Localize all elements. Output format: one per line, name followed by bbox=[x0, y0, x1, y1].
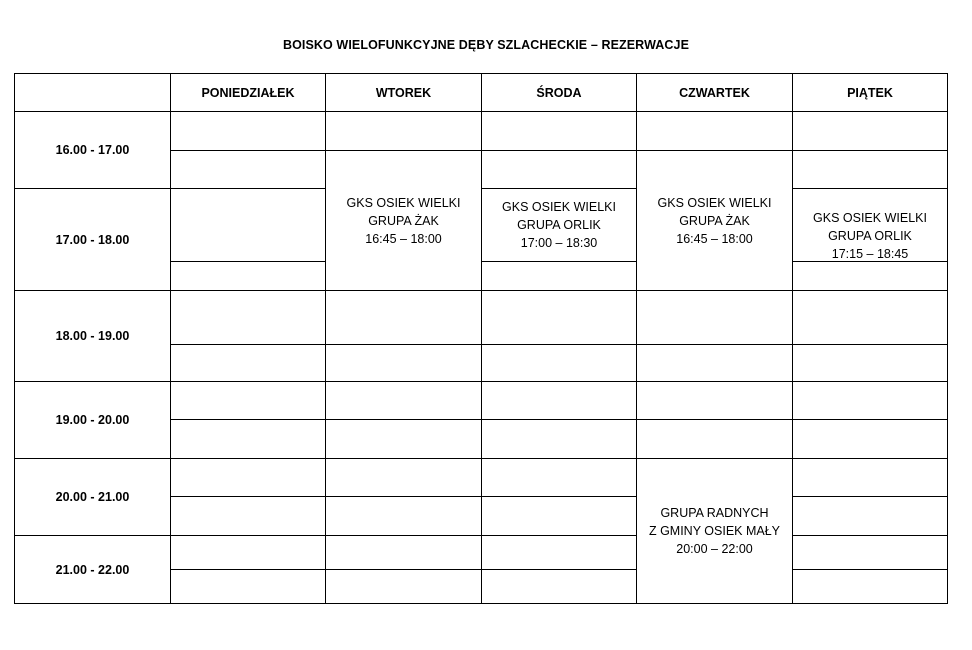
empty-slot-cell[interactable] bbox=[792, 290, 948, 345]
empty-slot-cell[interactable] bbox=[325, 569, 482, 604]
empty-slot-cell[interactable] bbox=[792, 419, 948, 459]
empty-slot-cell[interactable] bbox=[170, 569, 326, 604]
reservation-group: GRUPA ŻAK bbox=[679, 213, 750, 228]
empty-slot-cell[interactable] bbox=[325, 419, 482, 459]
empty-slot-cell[interactable] bbox=[325, 381, 482, 420]
day-header-label: CZWARTEK bbox=[679, 85, 750, 100]
reservation-cell[interactable] bbox=[325, 150, 482, 291]
day-header-label: WTOREK bbox=[375, 85, 432, 100]
reservation-group: Z GMINY OSIEK MAŁY bbox=[648, 524, 781, 538]
day-header bbox=[481, 73, 637, 112]
reservation-team: GKS OSIEK WIELKI bbox=[502, 200, 616, 214]
empty-slot-cell[interactable] bbox=[325, 458, 482, 497]
day-header bbox=[636, 73, 793, 112]
reservation-text bbox=[649, 504, 780, 558]
document-title: BOISKO WIELOFUNKCYJNE DĘBY SZLACHECKIE – REZERWACJE bbox=[282, 38, 690, 52]
reservation-text bbox=[658, 194, 772, 248]
empty-slot-cell[interactable] bbox=[481, 290, 637, 345]
corner-cell bbox=[14, 73, 171, 112]
empty-slot-cell[interactable] bbox=[636, 381, 793, 420]
reservation-cell[interactable] bbox=[792, 188, 948, 262]
day-header bbox=[170, 73, 326, 112]
empty-slot-cell[interactable] bbox=[481, 419, 637, 459]
empty-slot-cell[interactable] bbox=[170, 381, 326, 420]
empty-slot-cell[interactable] bbox=[325, 290, 482, 345]
empty-slot-cell[interactable] bbox=[325, 496, 482, 536]
reservation-time: 16:45 – 18:00 bbox=[365, 231, 442, 246]
empty-slot-cell[interactable] bbox=[170, 290, 326, 345]
empty-slot-cell[interactable] bbox=[170, 344, 326, 382]
empty-slot-cell[interactable] bbox=[170, 111, 326, 151]
empty-slot-cell[interactable] bbox=[792, 569, 948, 604]
reservation-time: 20:00 – 22:00 bbox=[676, 542, 753, 556]
reservation-team: GKS OSIEK WIELKI bbox=[657, 195, 772, 210]
empty-slot-cell[interactable] bbox=[325, 535, 482, 570]
empty-slot-cell[interactable] bbox=[792, 496, 948, 536]
time-slot-label: 21.00 - 22.00 bbox=[55, 562, 130, 577]
reservation-time: 16:45 – 18:00 bbox=[676, 231, 753, 246]
time-slot-cell bbox=[14, 381, 171, 459]
empty-slot-cell[interactable] bbox=[170, 150, 326, 189]
empty-slot-cell[interactable] bbox=[481, 496, 637, 536]
empty-slot-cell[interactable] bbox=[481, 150, 637, 189]
reservation-text bbox=[813, 209, 927, 263]
empty-slot-cell[interactable] bbox=[325, 111, 482, 151]
time-slot-label: 18.00 - 19.00 bbox=[55, 329, 130, 343]
empty-slot-cell[interactable] bbox=[792, 381, 948, 420]
empty-slot-cell[interactable] bbox=[792, 261, 948, 291]
reservation-text bbox=[347, 194, 461, 248]
reservation-team: GRUPA RADNYCH bbox=[660, 506, 769, 520]
reservation-team: GKS OSIEK WIELKI bbox=[346, 195, 461, 210]
empty-slot-cell[interactable] bbox=[792, 344, 948, 382]
empty-slot-cell[interactable] bbox=[636, 290, 793, 345]
day-header-label: PIĄTEK bbox=[847, 85, 893, 100]
empty-slot-cell[interactable] bbox=[170, 496, 326, 536]
reservation-group: GRUPA ŻAK bbox=[368, 213, 439, 228]
empty-slot-cell[interactable] bbox=[170, 535, 326, 570]
empty-slot-cell[interactable] bbox=[170, 458, 326, 497]
empty-slot-cell[interactable] bbox=[481, 535, 637, 570]
empty-slot-cell[interactable] bbox=[170, 188, 326, 262]
time-slot-cell bbox=[14, 535, 171, 604]
day-header bbox=[325, 73, 482, 112]
empty-slot-cell[interactable] bbox=[481, 381, 637, 420]
empty-slot-cell[interactable] bbox=[792, 458, 948, 497]
empty-slot-cell[interactable] bbox=[325, 344, 482, 382]
empty-slot-cell[interactable] bbox=[636, 344, 793, 382]
reservation-text bbox=[502, 198, 616, 252]
empty-slot-cell[interactable] bbox=[481, 569, 637, 604]
time-slot-cell bbox=[14, 111, 171, 189]
empty-slot-cell[interactable] bbox=[481, 458, 637, 497]
empty-slot-cell[interactable] bbox=[481, 111, 637, 151]
empty-slot-cell[interactable] bbox=[792, 111, 948, 151]
day-header bbox=[792, 73, 948, 112]
reservation-time: 17:00 – 18:30 bbox=[520, 236, 598, 250]
reservation-group: GRUPA ORLIK bbox=[517, 218, 601, 232]
time-slot-cell bbox=[14, 188, 171, 291]
time-slot-cell bbox=[14, 290, 171, 382]
day-header-label: ŚRODA bbox=[536, 85, 582, 100]
reservation-time: 17:15 – 18:45 bbox=[831, 247, 909, 261]
reservation-team: GKS OSIEK WIELKI bbox=[813, 211, 927, 225]
empty-slot-cell[interactable] bbox=[792, 535, 948, 570]
empty-slot-cell[interactable] bbox=[170, 261, 326, 291]
time-slot-label: 19.00 - 20.00 bbox=[55, 413, 130, 427]
empty-slot-cell[interactable] bbox=[636, 111, 793, 151]
reservation-group: GRUPA ORLIK bbox=[828, 229, 912, 243]
time-slot-label: 20.00 - 21.00 bbox=[55, 490, 130, 504]
time-slot-label: 16.00 - 17.00 bbox=[55, 143, 130, 157]
time-slot-cell bbox=[14, 458, 171, 536]
reservation-cell[interactable] bbox=[481, 188, 637, 262]
empty-slot-cell[interactable] bbox=[481, 261, 637, 291]
reservation-cell[interactable] bbox=[636, 458, 793, 604]
empty-slot-cell[interactable] bbox=[792, 150, 948, 189]
day-header-label: PONIEDZIAŁEK bbox=[201, 85, 295, 100]
reservation-cell[interactable] bbox=[636, 150, 793, 291]
empty-slot-cell[interactable] bbox=[170, 419, 326, 459]
time-slot-label: 17.00 - 18.00 bbox=[55, 232, 130, 247]
empty-slot-cell[interactable] bbox=[636, 419, 793, 459]
empty-slot-cell[interactable] bbox=[481, 344, 637, 382]
